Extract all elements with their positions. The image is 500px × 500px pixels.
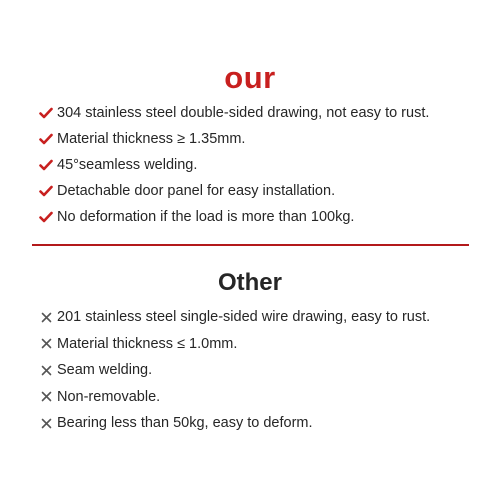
cross-icon	[38, 309, 54, 325]
other-feature-item	[38, 384, 430, 411]
our-heading: our	[224, 60, 276, 95]
section-divider	[32, 244, 469, 246]
check-icon	[38, 105, 54, 121]
cross-icon	[38, 415, 54, 431]
our-feature-item	[38, 126, 429, 152]
our-feature-item	[38, 204, 429, 230]
other-feature-text: Material thickness ≤ 1.0mm.	[57, 335, 238, 352]
check-icon	[38, 157, 54, 173]
cross-icon	[38, 336, 54, 352]
our-feature-text: No deformation if the load is more than 100kg.	[57, 209, 355, 225]
cross-icon	[38, 389, 54, 405]
other-feature-item	[38, 304, 430, 331]
other-feature-text: Bearing less than 50kg, easy to deform.	[57, 415, 313, 432]
our-feature-text: 45°seamless welding.	[57, 157, 198, 173]
our-feature-item	[38, 152, 429, 178]
our-feature-list	[38, 100, 429, 230]
other-feature-item	[38, 357, 430, 384]
our-feature-item	[38, 178, 429, 204]
other-feature-item	[38, 410, 430, 437]
other-feature-text: 201 stainless steel single-sided wire drawing, easy to rust.	[57, 309, 431, 326]
check-icon	[38, 183, 54, 199]
our-feature-text: 304 stainless steel double-sided drawing, not easy to rust.	[57, 105, 430, 121]
other-heading: Other	[217, 269, 282, 296]
other-feature-text: Non-removable.	[57, 388, 161, 405]
check-icon	[38, 209, 54, 225]
other-feature-list	[38, 304, 430, 437]
other-feature-text: Seam welding.	[57, 362, 153, 379]
other-feature-item	[38, 331, 430, 358]
cross-icon	[38, 362, 54, 378]
our-feature-text: Material thickness ≥ 1.35mm.	[57, 131, 246, 147]
our-feature-item	[38, 100, 429, 126]
check-icon	[38, 131, 54, 147]
our-feature-text: Detachable door panel for easy installation.	[57, 183, 336, 199]
